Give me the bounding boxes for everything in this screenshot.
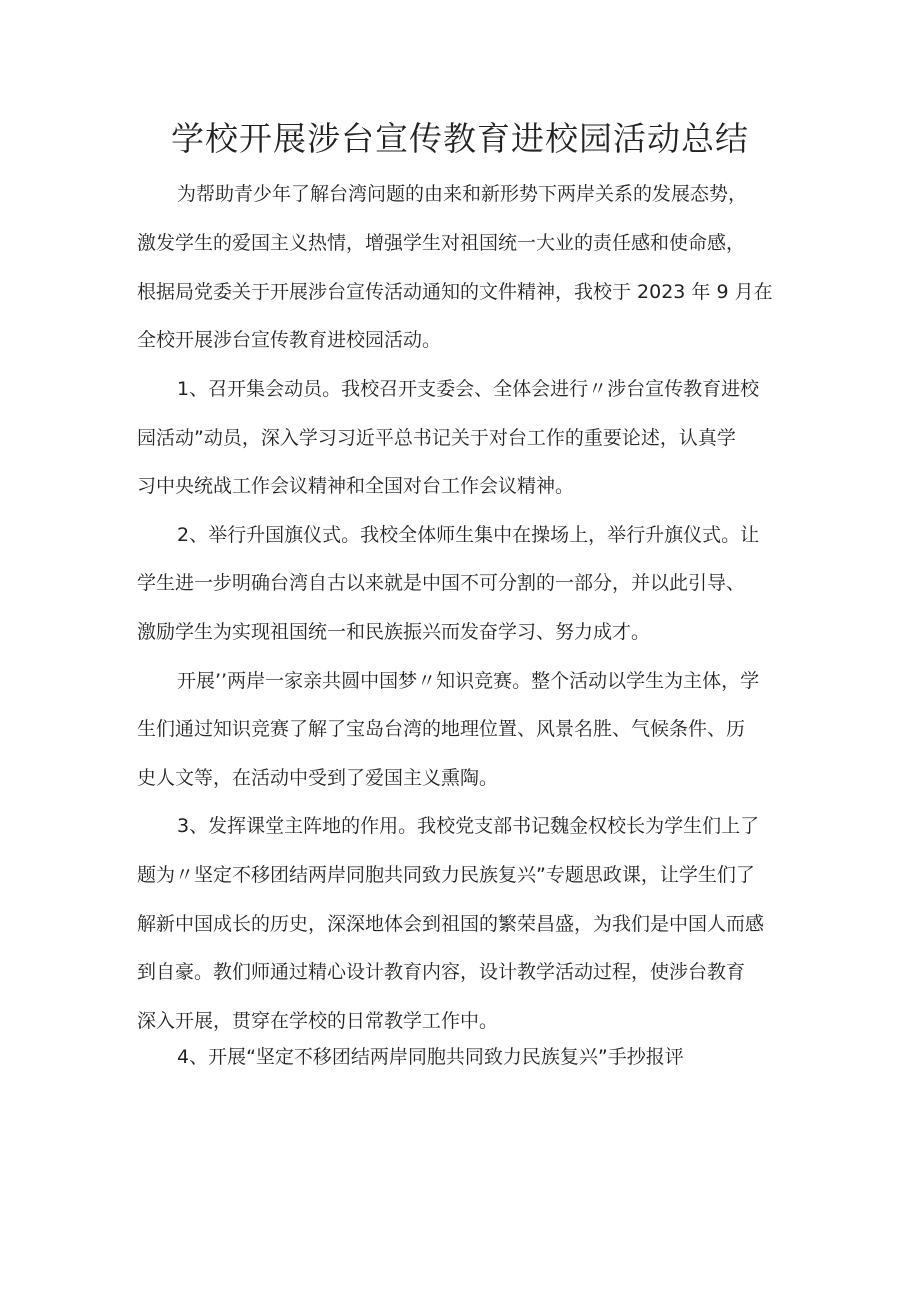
paragraph-item1-line-1: 1、召开集会动员。我校召开支委会、全体会进行〃涉台宣传教育进校 [177,378,760,400]
paragraph-item2-line-3: 激励学生为实现祖国统一和民族振兴而发奋学习、努力成才。 [137,621,651,643]
paragraph-item1-line-2: 园活动”动员，深入学习习近平总书记关于对台工作的重要论述，认真学 [137,427,736,449]
paragraph-item3-line-1: 3、发挥课堂主阵地的作用。我校党支部书记魏金权校长为学生们上了 [177,815,760,837]
paragraph-item3-line-4: 到自豪。教们师通过精心设计教育内容，设计教学活动过程，使涉台教育 [137,961,746,983]
paragraph-intro-line-4: 全校开展涉台宣传教育进校园活动。 [137,329,442,351]
paragraph-item1-line-3: 习中央统战工作会议精神和全国对台工作会议精神。 [137,475,575,497]
paragraph-contest-line-3: 史人文等，在活动中受到了爱国主义熏陶。 [137,767,499,789]
paragraph-intro-line-2: 激发学生的爱国主义热情，增强学生对祖国统一大业的责任感和使命感， [137,232,746,254]
paragraph-item2-line-2: 学生进一步明确台湾自古以来就是中国不可分割的一部分，并以此引导、 [137,572,746,594]
paragraph-contest-line-2: 生们通过知识竞赛了解了宝岛台湾的地理位置、风景名胜、气候条件、历 [137,718,746,740]
paragraph-intro-line-3: 根据局党委关于开展涉台宣传活动通知的文件精神，我校于 2023 年 9 月在 [137,281,773,303]
paragraph-item2-line-1: 2、举行升国旗仪式。我校全体师生集中在操场上，举行升旗仪式。让 [177,524,760,546]
paragraph-item3-line-3: 解新中国成长的历史，深深地体会到祖国的繁荣昌盛，为我们是中国人而感 [137,913,765,935]
document-title: 学校开展涉台宣传教育进校园活动总结 [171,119,749,158]
paragraph-item3-line-2: 题为〃坚定不移团结两岸同胞共同致力民族复兴”专题思政课，让学生们了 [137,864,755,886]
paragraph-item3-line-5: 深入开展，贯穿在学校的日常教学工作中。 [137,1010,499,1032]
paragraph-contest-line-1: 开展’’两岸一家亲共圆中国梦〃知识竞赛。整个活动以学生为主体，学 [177,670,760,692]
paragraph-intro-line-1: 为帮助青少年了解台湾问题的由来和新形势下两岸关系的发展态势， [177,183,748,205]
paragraph-item4-line-1: 4、开展“坚定不移团结两岸同胞共同致力民族复兴”手抄报评 [177,1046,684,1068]
